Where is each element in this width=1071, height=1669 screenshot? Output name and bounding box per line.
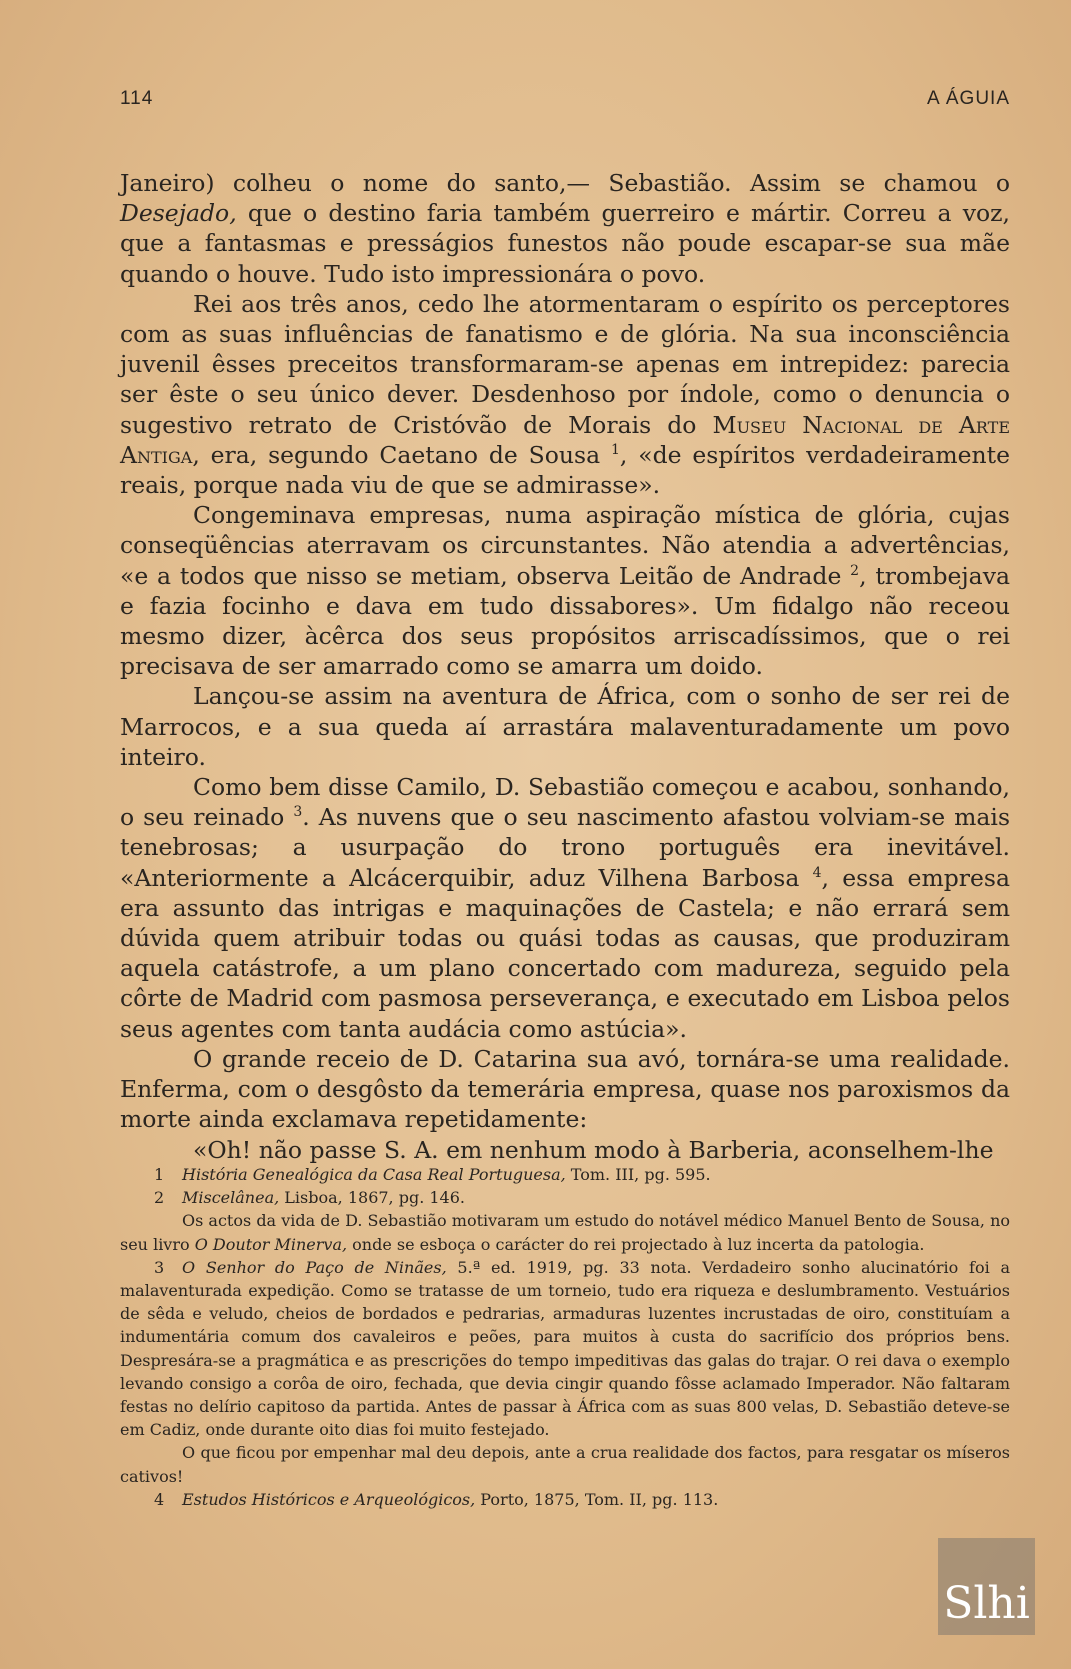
footnote-4: 4 Estudos Históricos e Arqueológicos, Porto, 1875, Tom. II, pg. 113. — [154, 1489, 719, 1509]
footnote-3-continued: O que ficou por empenhar mal deu depois, ante a crua realidade dos factos, para resgatar os míseros cativos! — [120, 1443, 1010, 1486]
footnote-3: 3 O Senhor do Paço de Ninães, 5.ª ed. 1919, pg. 33 nota. Verdadeiro sonho alucinatório foi a malaventurada expedição. Como se tratasse de um torneio, tudo era riqueza e deslumbramento. Vestuários de sêda e veludo, cheios de bordados e pedrarias, armaduras luzentes incrustadas de oiro, constituíam a indumentária comum dos cavaleiros e peões, para muitos à custa do sacrifício dos próprios bens. Despresára-se a pragmática e as prescrições do tempo impeditivas das galas do trajar. O rei dava o exemplo levando consigo a corôa de oiro, fechada, que devia cingir quando fôsse aclamado Imperador. Não faltaram festas no delírio capitoso da partida. Antes de passar à África com as suas 800 velas, D. Sebastião deteve-se em Cadiz, onde durante oito dias foi muito festejado. — [120, 1257, 1011, 1440]
paragraph-2: Rei aos três anos, cedo lhe atormentaram o espírito os perceptores com as suas influências de fanatismo e de glória. Na sua inconsciência juvenil êsses preceitos transformaram-se apenas em intrepidez: parecia ser êste o seu único dever. Desdenhoso por índole, como o denuncia o sugestivo retrato de Cristóvão de Morais do Museu Nacional de Arte Antiga, era, segundo Caetano de Sousa $^1$, «de espíritos verdadeiramente reais, porque nada viu de que se admirasse». — [120, 289, 1010, 500]
paragraph-7: «Oh! não passe S. A. em nenhum modo à Barberia, aconselhem-lhe — [193, 1135, 994, 1164]
footnote-ref-3: 3 — [293, 804, 303, 821]
footnote-2-continued: Os actos da vida de D. Sebastião motivaram um estudo do notável médico Manuel Bento de Sousa, no seu livro O Doutor Minerva, onde se esboça o carácter do rei projectado à luz incerta da patologia. — [120, 1211, 1010, 1254]
footnote-ref-1: 1 — [610, 442, 620, 458]
paragraph-1: Janeiro) colheu o nome do santo,— Sebastião. Assim se chamou o Desejado, que o destino faria também guerreiro e mártir. Correu a voz, que a fantasmas e presságios funestos não poude escapar-se sua mãe quando o houve. Tudo isto impressionára o povo. — [120, 169, 1010, 288]
paragraph-3: Congeminava empresas, numa aspiração mística de glória, cujas conseqüências aterravam os circunstantes. Não atendia a advertências, «e a todos que nisso se metiam, observa Leitão de Andrade $^2$, trombejava e fazia focinho e dava em tudo dissabores». Um fidalgo não receou mesmo dizer, àcêrca dos seus propósitos arriscadíssimos, que o rei precisava de ser amarrado como se amarra um doido. — [120, 501, 1010, 681]
footnote-1: 1 História Genealógica da Casa Real Portuguesa, Tom. III, pg. 595. — [154, 1165, 711, 1184]
running-head: A ÁGUIA — [926, 88, 1010, 109]
paragraph-5: Como bem disse Camilo, D. Sebastião começou e acabou, sonhando, o seu reinado $^3$. As nuvens que o seu nascimento afastou volviam-se mais tenebrosas; a usurpação do trono português era inevitável. «Anteriormente a Alcácerquibir, aduz Vilhena Barbosa $^4$, essa empresa era assunto das intrigas e maquinações de Castela; e não errará sem dúvida quem atribuir todas ou quási todas as causas, que produziram aquela catástrofe, a um plano concertado com madureza, seguido pela côrte de Madrid com pasmosa perseverança, e executado em Lisboa pelos seus agentes com tanta audácia como astúcia». — [120, 773, 1011, 1043]
paragraph-6: O grande receio de D. Catarina sua avó, tornára-se uma realidade. Enferma, com o desgôsto da temerária empresa, quase nos paroxismos da morte ainda exclamava repetidamente: — [120, 1044, 1010, 1134]
footnote-2: 2 Miscelânea, Lisboa, 1867, pg. 146. — [154, 1188, 465, 1208]
main-text — [120, 168, 1010, 1165]
paragraph-4: Lançou-se assim na aventura de África, com o sonho de ser rei de Marrocos, e a sua queda aí arrastára malaventuradamente um povo inteiro. — [120, 682, 1010, 771]
library-watermark-logo: Slhi — [938, 1538, 1035, 1635]
footnote-ref-2: 2 — [850, 562, 860, 579]
footnote-ref-4: 4 — [812, 864, 822, 881]
page-header — [120, 88, 1010, 118]
footnotes — [120, 1163, 1010, 1511]
page-number: 114 — [120, 88, 154, 109]
